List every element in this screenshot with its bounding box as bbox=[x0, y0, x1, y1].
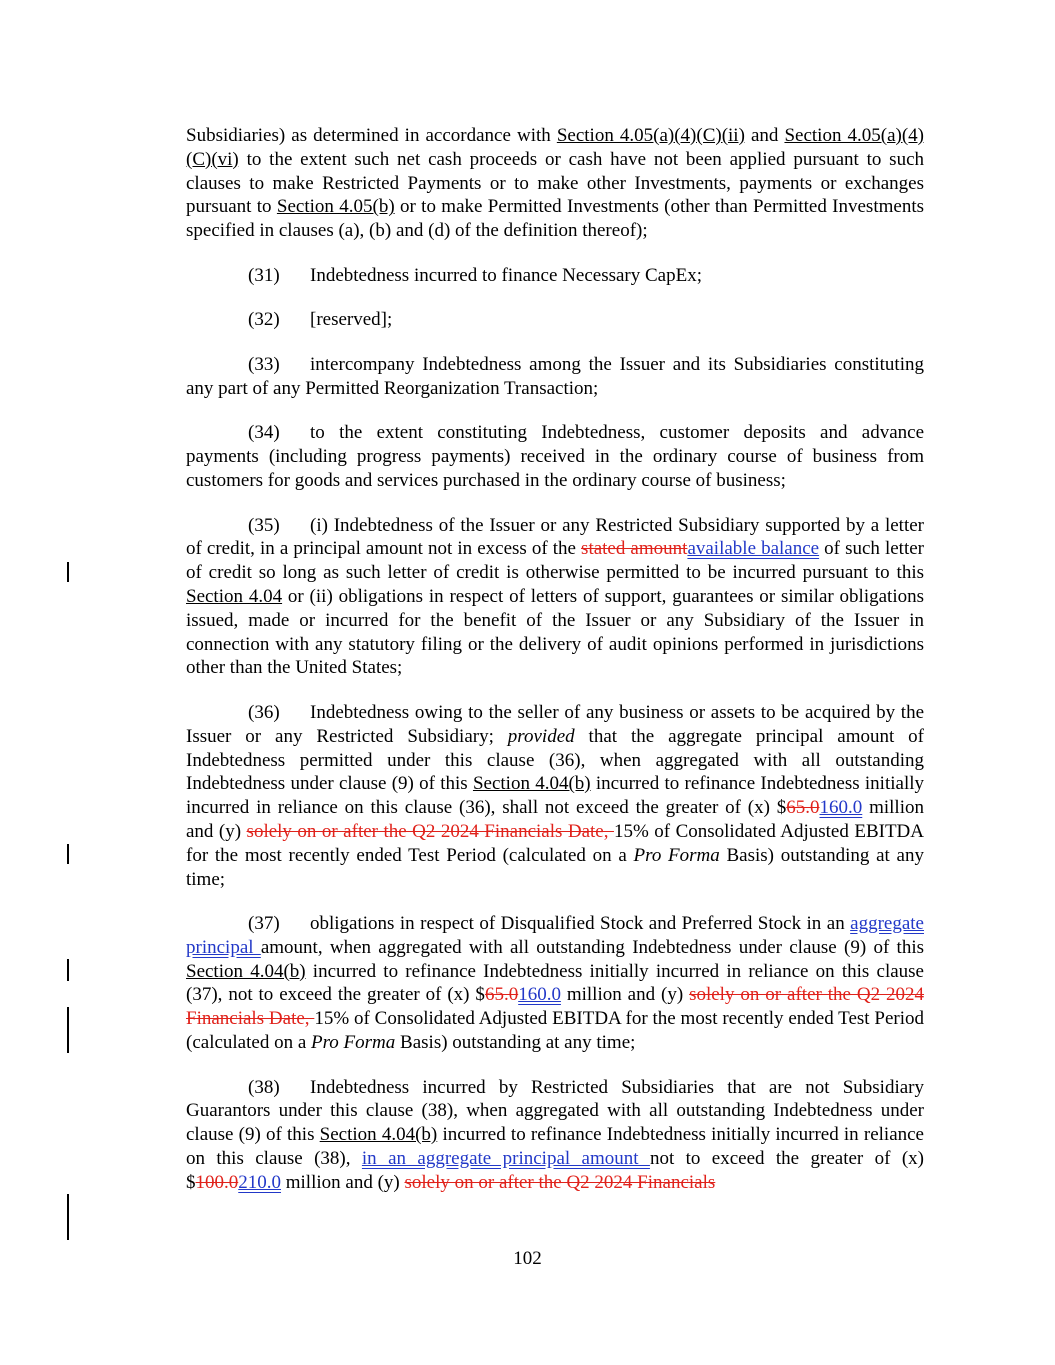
text: amount, when aggregated with all outstanding Indebtedness under clause (9) of this bbox=[260, 936, 925, 958]
text: 15% of Consolidated Adjusted EBITDA for the most recently ended Test Period (calculated on a bbox=[186, 1008, 924, 1054]
text: million and (y) bbox=[560, 984, 690, 1006]
text: Indebtedness owing to the seller of any business or assets to be acquired by the Issuer or any Restricted Subsidiary; bbox=[186, 701, 924, 747]
text: Subsidiaries) as determined in accordance with bbox=[186, 125, 557, 146]
change-bar bbox=[67, 562, 69, 582]
deleted-text: 65.0 bbox=[484, 984, 519, 1006]
paragraph-30-continued bbox=[186, 124, 924, 243]
clause-number: (34) bbox=[248, 422, 280, 444]
clause-number: (38) bbox=[248, 1076, 280, 1098]
text: Indebtedness incurred by Restricted Subsidiaries that are not Subsidiary Guarantors under this clause (38), when aggregated with all outstanding Indebtedness under clause (9) of this bbox=[186, 1076, 924, 1146]
section-reference: Section 4.05(b) bbox=[276, 196, 395, 218]
text: not to exceed the greater of (x) $ bbox=[186, 1148, 925, 1193]
inserted-text: 160.0 bbox=[518, 984, 561, 1006]
text: 15% of Consolidated Adjusted EBITDA for the most recently ended Test Period (calculated on a bbox=[186, 820, 924, 866]
change-bar bbox=[67, 844, 69, 864]
text: and bbox=[744, 125, 785, 146]
section-reference: Section 4.04(b) bbox=[319, 1124, 438, 1146]
section-reference: Section 4.04(b) bbox=[186, 960, 306, 982]
text: that the aggregate principal amount of Indebtedness permitted under this clause (36), when aggregated with all outstanding Indebtedness under clause (9) of this bbox=[186, 725, 925, 795]
clause-35 bbox=[186, 514, 924, 681]
text: obligations in respect of Disqualified Stock and Preferred Stock in an bbox=[310, 913, 851, 935]
clause-34 bbox=[186, 421, 924, 492]
section-reference: Section 4.04(b) bbox=[472, 773, 591, 795]
emphasis: Pro Forma bbox=[633, 844, 720, 866]
text: million and (y) bbox=[186, 797, 924, 842]
inserted-text: available balance bbox=[687, 538, 820, 560]
text: incurred to refinance Indebtedness initially incurred in reliance on this clause (37), not to exceed the greater of (x) $ bbox=[186, 960, 924, 1006]
deleted-text: 65.0 bbox=[786, 797, 820, 819]
change-bar bbox=[67, 1194, 69, 1240]
text: of such letter of credit so long as such letter of credit is otherwise permitted to be incurred pursuant to this bbox=[186, 538, 924, 584]
clause-number: (33) bbox=[248, 353, 280, 375]
change-bar bbox=[67, 959, 69, 981]
change-bar bbox=[67, 1007, 69, 1053]
clause-33 bbox=[186, 353, 924, 401]
text: or to make Permitted Investments (other than Permitted Investments specified in clauses (a), (b) and (d) of the definition thereof); bbox=[186, 196, 924, 242]
text: incurred to refinance Indebtedness initially incurred in reliance on this clause (38), bbox=[186, 1124, 924, 1170]
clause-number: (36) bbox=[248, 701, 280, 723]
inserted-text: aggregate principal bbox=[186, 913, 924, 958]
deleted-text: solely on or after the Q2 2024 Financials Date, bbox=[186, 984, 925, 1030]
text: or (ii) obligations in respect of letters of support, guarantees or similar obligations issued, made or incurred for the benefit of the Issuer or any Subsidiary of the Issuer in connection with any statutory filing or the delivery of audit opinions performed in jurisdictions other than the United States; bbox=[186, 585, 924, 679]
text: incurred to refinance Indebtedness initially incurred in reliance on this clause (36), shall not exceed the greater of (x) $ bbox=[186, 773, 924, 819]
text: Basis) outstanding at any time; bbox=[395, 1032, 636, 1054]
section-reference: Section 4.04 bbox=[186, 585, 283, 607]
document-page bbox=[186, 124, 924, 1215]
clause-31 bbox=[186, 264, 924, 288]
deleted-text: stated amount bbox=[581, 538, 688, 560]
clause-text: Indebtedness incurred to finance Necessary CapEx; bbox=[310, 264, 702, 286]
clause-text: to the extent constituting Indebtedness, customer deposits and advance payments (including progress payments) received in the ordinary course of business from customers for goods and services purchased in the ordinary course of business; bbox=[186, 422, 924, 491]
inserted-text: in an aggregate principal amount bbox=[361, 1148, 650, 1170]
clause-36 bbox=[186, 701, 924, 891]
section-reference: Section 4.05(a)(4)(C)(ii) bbox=[556, 125, 745, 146]
inserted-text: 160.0 bbox=[819, 797, 863, 819]
emphasis: Pro Forma bbox=[311, 1032, 396, 1054]
deleted-text: 100.0 bbox=[195, 1171, 239, 1193]
inserted-text: 210.0 bbox=[238, 1171, 281, 1193]
page-number: 102 bbox=[513, 1248, 542, 1269]
clause-number: (35) bbox=[248, 514, 280, 536]
clause-text: intercompany Indebtedness among the Issuer and its Subsidiaries constituting any part of any Permitted Reorganization Transaction; bbox=[186, 353, 924, 399]
clause-number: (32) bbox=[248, 309, 280, 331]
clause-text: [reserved]; bbox=[310, 309, 393, 331]
clause-38 bbox=[186, 1076, 924, 1195]
deleted-text: solely on or after the Q2 2024 Financials bbox=[404, 1171, 716, 1193]
clause-32 bbox=[186, 308, 924, 332]
emphasis: provided bbox=[507, 725, 575, 747]
clause-37 bbox=[186, 912, 924, 1055]
text: million and (y) bbox=[281, 1171, 405, 1193]
text: (i) Indebtedness of the Issuer or any Restricted Subsidiary supported by a letter of credit, in a principal amount not in excess of the bbox=[186, 514, 924, 560]
clause-number: (37) bbox=[248, 913, 280, 935]
clause-number: (31) bbox=[248, 264, 280, 286]
text: Basis) outstanding at any time; bbox=[186, 844, 924, 890]
deleted-text: solely on or after the Q2 2024 Financials Date, bbox=[246, 820, 614, 842]
text: to the extent such net cash proceeds or cash have not been applied pursuant to such clauses to make Restricted Payments or to make other Investments, payments or exchanges pursuant to bbox=[186, 148, 924, 218]
section-reference: Section 4.05(a)(4)(C)(vi) bbox=[186, 125, 924, 170]
